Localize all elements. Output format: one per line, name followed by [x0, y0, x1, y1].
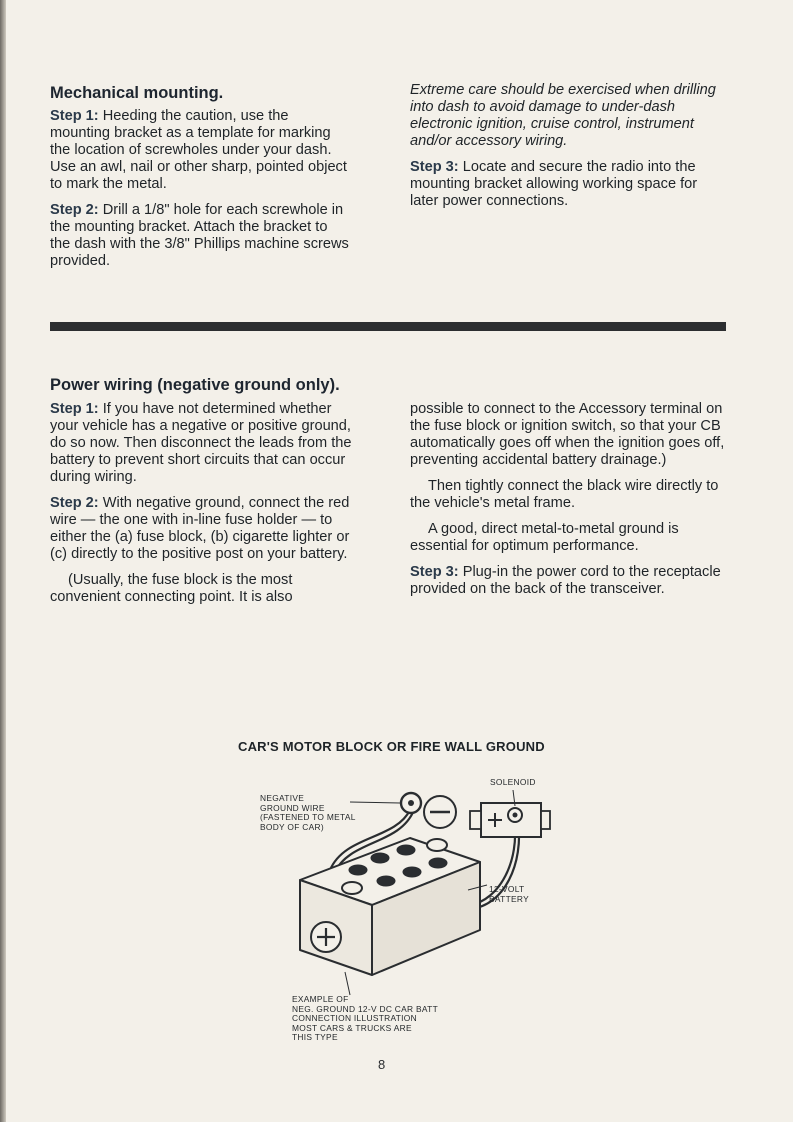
step-label: Step 2: — [50, 495, 99, 511]
step-text: Plug-in the power cord to the receptacle provided on the back of the transceiver. — [410, 564, 721, 597]
step-text: Heeding the caution, use the mounting bracket as a template for marking the location of screwholes under your dash. Use an awl, nail or other sharp, pointed object to mark the metal. — [50, 108, 347, 192]
battery-body — [300, 838, 480, 975]
step-text: Drill a 1/8" hole for each screwhole in the mounting bracket. Attach the bracket to the dash with the 3/8" Phillips machine screws provided. — [50, 202, 349, 269]
step-label: Step 1: — [50, 401, 99, 417]
step-label: Step 2: — [50, 202, 99, 218]
black-wire-text: Then tightly connect the black wire directly to the vehicle's metal frame. — [410, 478, 719, 511]
step-text: With negative ground, connect the red wire — the one with in-line fuse holder — to either the (a) fuse block, (b) cigarette lighter or (c) directly to the positive post on your battery. — [50, 495, 350, 562]
label-line: EXAMPLE OF — [292, 994, 349, 1004]
label-line: CONNECTION ILLUSTRATION — [292, 1013, 417, 1024]
continued-text: possible to connect to the Accessory terminal on the fuse block or ignition switch, so that your CB automatically goes off when the ignition goes off, preventing accidental battery drainage.) — [410, 401, 725, 468]
battery-label — [489, 885, 529, 904]
label-line: BODY OF CAR) — [260, 821, 324, 832]
negative-symbol — [424, 796, 456, 828]
page-number: 8 — [378, 1057, 386, 1072]
step-label: Step 3: — [410, 159, 459, 175]
caution-text: Extreme care should be exercised when drilling into dash to avoid damage to under-dash electronic ignition, cruise control, instrument and/or accessory wiring. — [410, 82, 716, 149]
solenoid-label: SOLENOID — [490, 777, 536, 787]
power-heading: Power wiring (negative ground only). — [50, 376, 340, 394]
positive-symbol — [311, 922, 341, 952]
step-text: If you have not determined whether your vehicle has a negative or positive ground, do so now. Then disconnect the leads from the battery to prevent short circuits that can occur during wiring. — [50, 401, 352, 485]
step-label: Step 1: — [50, 108, 99, 124]
label-line: (FASTENED TO METAL — [260, 812, 356, 823]
chassis-terminal — [401, 793, 421, 813]
mechanical-heading: Mechanical mounting. — [50, 84, 224, 102]
label-line: NEGATIVE — [260, 793, 305, 803]
usually-text: (Usually, the fuse block is the most convenient connecting point. It is also — [50, 572, 293, 605]
label-line: NEG. GROUND 12-V DC CAR BATT — [292, 1003, 438, 1014]
diagram-title: CAR'S MOTOR BLOCK OR FIRE WALL GROUND — [238, 739, 545, 754]
step-text: Locate and secure the radio into the mounting bracket allowing working space for later power connections. — [410, 159, 698, 209]
label-line: GROUND WIRE — [260, 802, 325, 813]
label-line: THIS TYPE — [292, 1032, 338, 1043]
label-line: 12-VOLT — [489, 884, 525, 894]
negative-wire-label — [260, 794, 356, 832]
solenoid — [470, 803, 550, 837]
ground-text: A good, direct metal-to-metal ground is essential for optimum performance. — [410, 521, 679, 554]
label-line: MOST CARS & TRUCKS ARE — [292, 1022, 412, 1033]
label-line: BATTERY — [489, 893, 529, 904]
example-caption — [292, 995, 438, 1043]
step-label: Step 3: — [410, 564, 459, 580]
